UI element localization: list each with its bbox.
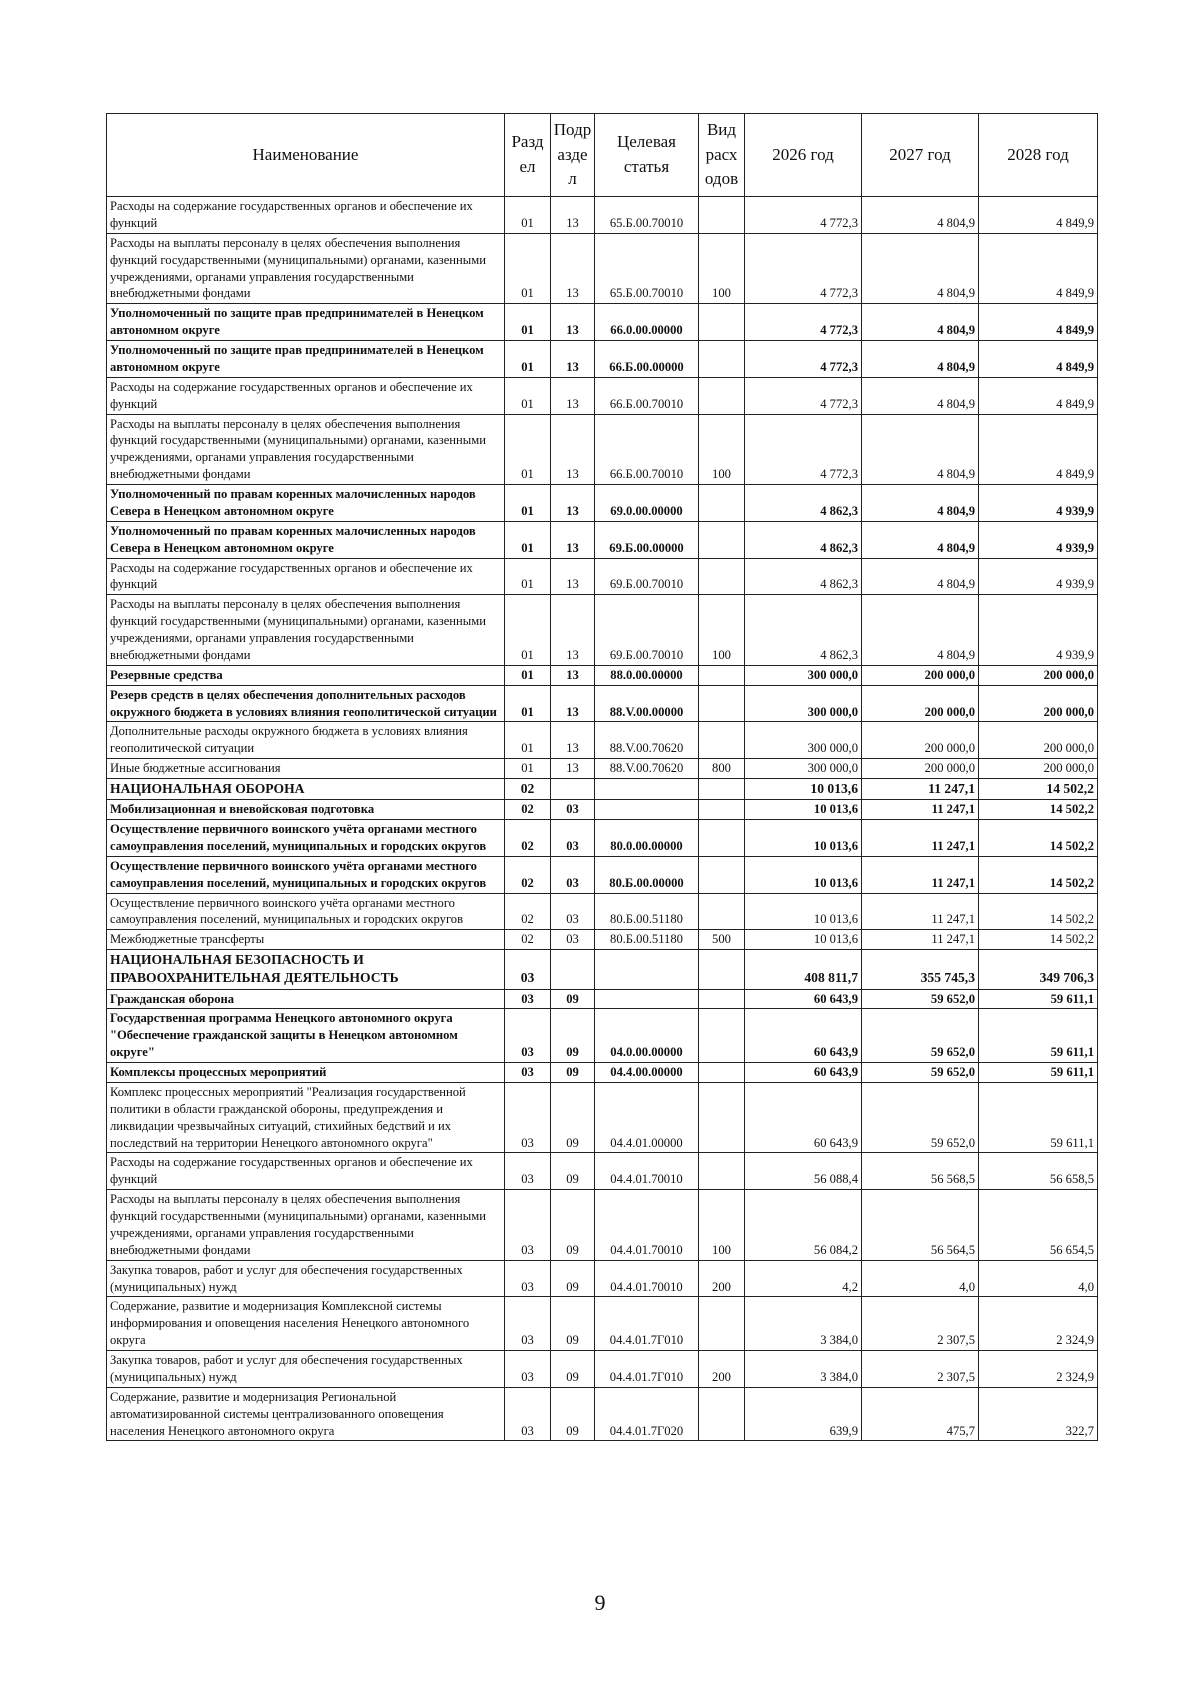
cell-name: Уполномоченный по защите прав предпринимателей в Ненецком автономном округе: [107, 341, 505, 378]
cell-subsection: 13: [551, 341, 595, 378]
table-header-row: [107, 114, 1098, 197]
cell-2028: 56 654,5: [979, 1190, 1098, 1261]
cell-2026: 56 088,4: [745, 1153, 862, 1190]
cell-target: 04.4.00.00000: [595, 1063, 699, 1083]
cell-2026: 4 862,3: [745, 521, 862, 558]
cell-target: 65.Б.00.70010: [595, 233, 699, 304]
cell-kind: [699, 197, 745, 234]
cell-subsection: 13: [551, 414, 595, 485]
cell-target: [595, 989, 699, 1009]
table-row: [107, 685, 1098, 722]
table-row: [107, 950, 1098, 989]
table-row: [107, 820, 1098, 857]
cell-subsection: 13: [551, 233, 595, 304]
cell-2027: 59 652,0: [862, 1009, 979, 1063]
cell-2027: 4 804,9: [862, 414, 979, 485]
cell-kind: [699, 304, 745, 341]
cell-subsection: 03: [551, 856, 595, 893]
cell-section: 02: [505, 820, 551, 857]
cell-section: 03: [505, 1009, 551, 1063]
cell-2027: 355 745,3: [862, 950, 979, 989]
cell-2027: 59 652,0: [862, 989, 979, 1009]
cell-name: Осуществление первичного воинского учёта органами местного самоуправления поселений, муниципальных и городских округов: [107, 820, 505, 857]
cell-subsection: 13: [551, 759, 595, 779]
cell-2028: 14 502,2: [979, 800, 1098, 820]
cell-target: 66.0.00.00000: [595, 304, 699, 341]
cell-subsection: 09: [551, 1082, 595, 1153]
cell-2026: 4 772,3: [745, 233, 862, 304]
cell-2026: 4 772,3: [745, 377, 862, 414]
table-row: [107, 304, 1098, 341]
cell-2026: 3 384,0: [745, 1297, 862, 1351]
cell-2027: 2 307,5: [862, 1297, 979, 1351]
cell-2028: 4 849,9: [979, 414, 1098, 485]
cell-kind: [699, 341, 745, 378]
cell-name: Уполномоченный по правам коренных малочисленных народов Севера в Ненецком автономном округе: [107, 521, 505, 558]
cell-subsection: 13: [551, 304, 595, 341]
cell-2026: 10 013,6: [745, 800, 862, 820]
cell-target: 80.Б.00.00000: [595, 856, 699, 893]
cell-target: 69.Б.00.70010: [595, 595, 699, 666]
cell-2028: 4 849,9: [979, 377, 1098, 414]
cell-2026: 60 643,9: [745, 1009, 862, 1063]
cell-section: 01: [505, 722, 551, 759]
cell-subsection: 03: [551, 800, 595, 820]
cell-2026: 4 772,3: [745, 341, 862, 378]
cell-target: 65.Б.00.70010: [595, 197, 699, 234]
cell-kind: [699, 722, 745, 759]
header-2026: 2026 год: [745, 114, 862, 197]
cell-subsection: 09: [551, 1351, 595, 1388]
header-name: Наименование: [107, 114, 505, 197]
header-target: Целевая статья: [595, 114, 699, 197]
cell-kind: [699, 989, 745, 1009]
table-row: [107, 377, 1098, 414]
cell-2028: 200 000,0: [979, 685, 1098, 722]
cell-2027: 4 804,9: [862, 341, 979, 378]
cell-name: Расходы на содержание государственных органов и обеспечение их функций: [107, 1153, 505, 1190]
table-row: [107, 595, 1098, 666]
cell-name: Расходы на выплаты персоналу в целях обеспечения выполнения функций государственными (муниципальными) органами, казенными учреждениями, органами управления государственными внебюджетными фондами: [107, 1190, 505, 1261]
cell-name: Гражданская оборона: [107, 989, 505, 1009]
cell-target: 66.Б.00.70010: [595, 414, 699, 485]
cell-kind: [699, 893, 745, 930]
cell-subsection: 13: [551, 485, 595, 522]
table-row: [107, 1082, 1098, 1153]
cell-2028: 4 939,9: [979, 558, 1098, 595]
table-row: [107, 893, 1098, 930]
cell-2026: 10 013,6: [745, 820, 862, 857]
cell-2027: 200 000,0: [862, 665, 979, 685]
cell-2026: 60 643,9: [745, 989, 862, 1009]
cell-section: 02: [505, 800, 551, 820]
cell-2027: 4 804,9: [862, 377, 979, 414]
cell-subsection: 09: [551, 1297, 595, 1351]
table-row: [107, 1387, 1098, 1441]
cell-2026: 639,9: [745, 1387, 862, 1441]
cell-2026: 4 772,3: [745, 414, 862, 485]
cell-2026: 10 013,6: [745, 856, 862, 893]
cell-section: 03: [505, 1190, 551, 1261]
cell-2028: 59 611,1: [979, 989, 1098, 1009]
header-subsection: Подр азде л: [551, 114, 595, 197]
cell-section: 01: [505, 595, 551, 666]
cell-target: [595, 950, 699, 989]
cell-2026: 10 013,6: [745, 930, 862, 950]
table-row: [107, 1297, 1098, 1351]
cell-target: 88.V.00.70620: [595, 759, 699, 779]
table-row: [107, 930, 1098, 950]
cell-kind: [699, 779, 745, 800]
table-row: [107, 341, 1098, 378]
cell-section: 01: [505, 414, 551, 485]
cell-2028: 14 502,2: [979, 856, 1098, 893]
cell-target: [595, 779, 699, 800]
cell-2027: 200 000,0: [862, 759, 979, 779]
cell-name: Закупка товаров, работ и услуг для обеспечения государственных (муниципальных) нужд: [107, 1351, 505, 1388]
cell-kind: 500: [699, 930, 745, 950]
cell-2028: 4 939,9: [979, 521, 1098, 558]
cell-target: 88.V.00.70620: [595, 722, 699, 759]
table-row: [107, 521, 1098, 558]
cell-kind: [699, 521, 745, 558]
cell-name: Резерв средств в целях обеспечения дополнительных расходов окружного бюджета в условиях влияния геополитической ситуации: [107, 685, 505, 722]
cell-target: 69.0.00.00000: [595, 485, 699, 522]
table-row: [107, 665, 1098, 685]
budget-table: [106, 113, 1098, 1441]
cell-subsection: 13: [551, 558, 595, 595]
cell-kind: 200: [699, 1351, 745, 1388]
cell-target: 88.V.00.00000: [595, 685, 699, 722]
table-row: [107, 1063, 1098, 1083]
table-row: [107, 233, 1098, 304]
cell-section: 01: [505, 521, 551, 558]
cell-2027: 200 000,0: [862, 685, 979, 722]
cell-2028: 4 939,9: [979, 485, 1098, 522]
cell-name: Уполномоченный по защите прав предпринимателей в Ненецком автономном округе: [107, 304, 505, 341]
cell-name: Дополнительные расходы окружного бюджета в условиях влияния геополитической ситуации: [107, 722, 505, 759]
cell-subsection: 09: [551, 1387, 595, 1441]
cell-subsection: 13: [551, 521, 595, 558]
cell-2028: 4,0: [979, 1260, 1098, 1297]
cell-name: НАЦИОНАЛЬНАЯ БЕЗОПАСНОСТЬ И ПРАВООХРАНИТЕЛЬНАЯ ДЕЯТЕЛЬНОСТЬ: [107, 950, 505, 989]
cell-subsection: 09: [551, 1260, 595, 1297]
cell-subsection: 03: [551, 930, 595, 950]
cell-section: 01: [505, 685, 551, 722]
cell-kind: 800: [699, 759, 745, 779]
table-row: [107, 414, 1098, 485]
cell-subsection: 03: [551, 893, 595, 930]
cell-2026: 4 862,3: [745, 595, 862, 666]
header-2028: 2028 год: [979, 114, 1098, 197]
table-row: [107, 800, 1098, 820]
cell-target: [595, 800, 699, 820]
cell-2026: 300 000,0: [745, 759, 862, 779]
cell-kind: [699, 558, 745, 595]
cell-name: Государственная программа Ненецкого автономного округа "Обеспечение гражданской защиты в Ненецком автономном округе": [107, 1009, 505, 1063]
header-2027: 2027 год: [862, 114, 979, 197]
cell-section: 03: [505, 1063, 551, 1083]
cell-2026: 4 862,3: [745, 558, 862, 595]
cell-2028: 59 611,1: [979, 1082, 1098, 1153]
cell-name: Расходы на выплаты персоналу в целях обеспечения выполнения функций государственными (муниципальными) органами, казенными учреждениями, органами управления государственными внебюджетными фондами: [107, 233, 505, 304]
cell-2027: 475,7: [862, 1387, 979, 1441]
cell-2027: 11 247,1: [862, 930, 979, 950]
cell-name: Межбюджетные трансферты: [107, 930, 505, 950]
cell-2027: 11 247,1: [862, 820, 979, 857]
cell-kind: [699, 1297, 745, 1351]
cell-2027: 11 247,1: [862, 893, 979, 930]
cell-kind: 100: [699, 1190, 745, 1261]
cell-name: Расходы на содержание государственных органов и обеспечение их функций: [107, 558, 505, 595]
table-row: [107, 485, 1098, 522]
cell-target: 80.0.00.00000: [595, 820, 699, 857]
cell-2028: 2 324,9: [979, 1297, 1098, 1351]
cell-kind: [699, 665, 745, 685]
cell-name: Резервные средства: [107, 665, 505, 685]
cell-kind: 100: [699, 233, 745, 304]
cell-2027: 11 247,1: [862, 779, 979, 800]
cell-kind: [699, 1009, 745, 1063]
cell-section: 01: [505, 304, 551, 341]
cell-2026: 4 772,3: [745, 197, 862, 234]
cell-kind: [699, 820, 745, 857]
cell-subsection: 09: [551, 989, 595, 1009]
cell-2026: 60 643,9: [745, 1063, 862, 1083]
cell-subsection: 09: [551, 1153, 595, 1190]
cell-2028: 322,7: [979, 1387, 1098, 1441]
cell-2027: 2 307,5: [862, 1351, 979, 1388]
cell-2028: 14 502,2: [979, 893, 1098, 930]
cell-2028: 4 939,9: [979, 595, 1098, 666]
cell-kind: [699, 685, 745, 722]
cell-section: 02: [505, 779, 551, 800]
cell-section: 03: [505, 1260, 551, 1297]
cell-2027: 4 804,9: [862, 485, 979, 522]
cell-subsection: [551, 779, 595, 800]
cell-section: 03: [505, 1153, 551, 1190]
cell-2026: 4 862,3: [745, 485, 862, 522]
cell-name: Иные бюджетные ассигнования: [107, 759, 505, 779]
cell-kind: [699, 1082, 745, 1153]
cell-section: 01: [505, 377, 551, 414]
cell-subsection: 13: [551, 722, 595, 759]
cell-2026: 300 000,0: [745, 665, 862, 685]
cell-target: 04.4.01.70010: [595, 1260, 699, 1297]
cell-2027: 200 000,0: [862, 722, 979, 759]
cell-2027: 4,0: [862, 1260, 979, 1297]
cell-2027: 4 804,9: [862, 558, 979, 595]
cell-section: 03: [505, 1082, 551, 1153]
cell-kind: 100: [699, 414, 745, 485]
cell-target: 80.Б.00.51180: [595, 930, 699, 950]
cell-2026: 10 013,6: [745, 893, 862, 930]
cell-target: 04.4.01.70010: [595, 1190, 699, 1261]
cell-section: 03: [505, 1297, 551, 1351]
cell-2028: 4 849,9: [979, 233, 1098, 304]
table-row: [107, 856, 1098, 893]
cell-section: 01: [505, 558, 551, 595]
cell-2028: 56 658,5: [979, 1153, 1098, 1190]
cell-section: 03: [505, 1351, 551, 1388]
cell-2027: 59 652,0: [862, 1063, 979, 1083]
cell-kind: [699, 950, 745, 989]
cell-2027: 59 652,0: [862, 1082, 979, 1153]
cell-2028: 4 849,9: [979, 197, 1098, 234]
cell-section: 01: [505, 665, 551, 685]
table-row: [107, 558, 1098, 595]
cell-target: 04.0.00.00000: [595, 1009, 699, 1063]
cell-target: 04.4.01.7Г010: [595, 1297, 699, 1351]
cell-name: Содержание, развитие и модернизация Комплексной системы информирования и оповещения населения Ненецкого автономного округа: [107, 1297, 505, 1351]
cell-2028: 200 000,0: [979, 759, 1098, 779]
cell-2027: 56 568,5: [862, 1153, 979, 1190]
cell-kind: [699, 800, 745, 820]
cell-target: 66.Б.00.70010: [595, 377, 699, 414]
cell-2028: 59 611,1: [979, 1063, 1098, 1083]
table-row: [107, 1009, 1098, 1063]
cell-subsection: 09: [551, 1063, 595, 1083]
table-row: [107, 989, 1098, 1009]
cell-target: 69.Б.00.70010: [595, 558, 699, 595]
header-kind: Вид расх одов: [699, 114, 745, 197]
cell-section: 02: [505, 893, 551, 930]
cell-2027: 11 247,1: [862, 856, 979, 893]
cell-section: 03: [505, 989, 551, 1009]
cell-kind: [699, 856, 745, 893]
cell-name: Уполномоченный по правам коренных малочисленных народов Севера в Ненецком автономном округе: [107, 485, 505, 522]
cell-target: 04.4.01.7Г010: [595, 1351, 699, 1388]
cell-subsection: [551, 950, 595, 989]
cell-2027: 11 247,1: [862, 800, 979, 820]
cell-2028: 4 849,9: [979, 304, 1098, 341]
page-number: 9: [594, 1590, 606, 1615]
cell-kind: [699, 1387, 745, 1441]
cell-2028: 200 000,0: [979, 665, 1098, 685]
cell-section: 01: [505, 485, 551, 522]
table-row: [107, 1351, 1098, 1388]
cell-subsection: 13: [551, 595, 595, 666]
cell-2026: 10 013,6: [745, 779, 862, 800]
cell-name: Осуществление первичного воинского учёта органами местного самоуправления поселений, муниципальных и городских округов: [107, 893, 505, 930]
table-row: [107, 197, 1098, 234]
cell-target: 04.4.01.70010: [595, 1153, 699, 1190]
cell-name: Закупка товаров, работ и услуг для обеспечения государственных (муниципальных) нужд: [107, 1260, 505, 1297]
cell-target: 04.4.01.00000: [595, 1082, 699, 1153]
cell-subsection: 13: [551, 197, 595, 234]
table-row: [107, 779, 1098, 800]
cell-target: 69.Б.00.00000: [595, 521, 699, 558]
cell-2026: 4,2: [745, 1260, 862, 1297]
cell-subsection: 13: [551, 685, 595, 722]
cell-section: 02: [505, 856, 551, 893]
cell-subsection: 09: [551, 1009, 595, 1063]
cell-2028: 14 502,2: [979, 930, 1098, 950]
cell-subsection: 09: [551, 1190, 595, 1261]
cell-2026: 60 643,9: [745, 1082, 862, 1153]
cell-2028: 200 000,0: [979, 722, 1098, 759]
cell-section: 01: [505, 341, 551, 378]
cell-target: 80.Б.00.51180: [595, 893, 699, 930]
cell-2027: 4 804,9: [862, 521, 979, 558]
cell-name: Осуществление первичного воинского учёта органами местного самоуправления поселений, муниципальных и городских округов: [107, 856, 505, 893]
cell-section: 01: [505, 759, 551, 779]
cell-section: 01: [505, 233, 551, 304]
table-row: [107, 1190, 1098, 1261]
cell-2028: 14 502,2: [979, 820, 1098, 857]
cell-target: 66.Б.00.00000: [595, 341, 699, 378]
cell-name: Расходы на выплаты персоналу в целях обеспечения выполнения функций государственными (муниципальными) органами, казенными учреждениями, органами управления государственными внебюджетными фондами: [107, 414, 505, 485]
cell-2027: 4 804,9: [862, 595, 979, 666]
cell-2028: 4 849,9: [979, 341, 1098, 378]
cell-2026: 300 000,0: [745, 722, 862, 759]
cell-kind: [699, 1063, 745, 1083]
cell-2028: 59 611,1: [979, 1009, 1098, 1063]
cell-kind: [699, 1153, 745, 1190]
cell-2027: 4 804,9: [862, 197, 979, 234]
cell-name: Содержание, развитие и модернизация Региональной автоматизированной системы централизованного оповещения населения Ненецкого автономного округа: [107, 1387, 505, 1441]
table-row: [107, 1260, 1098, 1297]
cell-2026: 4 772,3: [745, 304, 862, 341]
table-row: [107, 722, 1098, 759]
header-section: Разд ел: [505, 114, 551, 197]
cell-subsection: 13: [551, 377, 595, 414]
cell-name: НАЦИОНАЛЬНАЯ ОБОРОНА: [107, 779, 505, 800]
cell-name: Расходы на содержание государственных органов и обеспечение их функций: [107, 377, 505, 414]
table-body: [107, 197, 1098, 1441]
cell-section: 03: [505, 950, 551, 989]
cell-name: Мобилизационная и вневойсковая подготовка: [107, 800, 505, 820]
cell-name: Расходы на выплаты персоналу в целях обеспечения выполнения функций государственными (муниципальными) органами, казенными учреждениями, органами управления государственными внебюджетными фондами: [107, 595, 505, 666]
cell-name: Комплексы процессных мероприятий: [107, 1063, 505, 1083]
table-row: [107, 759, 1098, 779]
cell-section: 03: [505, 1387, 551, 1441]
cell-kind: 100: [699, 595, 745, 666]
cell-section: 01: [505, 197, 551, 234]
cell-subsection: 03: [551, 820, 595, 857]
cell-kind: [699, 377, 745, 414]
cell-2027: 4 804,9: [862, 304, 979, 341]
cell-2026: 408 811,7: [745, 950, 862, 989]
cell-name: Расходы на содержание государственных органов и обеспечение их функций: [107, 197, 505, 234]
cell-subsection: 13: [551, 665, 595, 685]
cell-target: 88.0.00.00000: [595, 665, 699, 685]
cell-target: 04.4.01.7Г020: [595, 1387, 699, 1441]
cell-2028: 2 324,9: [979, 1351, 1098, 1388]
cell-2027: 56 564,5: [862, 1190, 979, 1261]
cell-kind: [699, 485, 745, 522]
cell-2026: 56 084,2: [745, 1190, 862, 1261]
cell-name: Комплекс процессных мероприятий "Реализация государственной политики в области гражданской обороны, предупреждения и ликвидации чрезвычайных ситуаций, стихийных бедствий и их последствий на территории Ненецкого автономного округа": [107, 1082, 505, 1153]
cell-2028: 14 502,2: [979, 779, 1098, 800]
cell-2026: 300 000,0: [745, 685, 862, 722]
cell-2028: 349 706,3: [979, 950, 1098, 989]
table-row: [107, 1153, 1098, 1190]
cell-section: 02: [505, 930, 551, 950]
cell-2027: 4 804,9: [862, 233, 979, 304]
cell-2026: 3 384,0: [745, 1351, 862, 1388]
cell-kind: 200: [699, 1260, 745, 1297]
